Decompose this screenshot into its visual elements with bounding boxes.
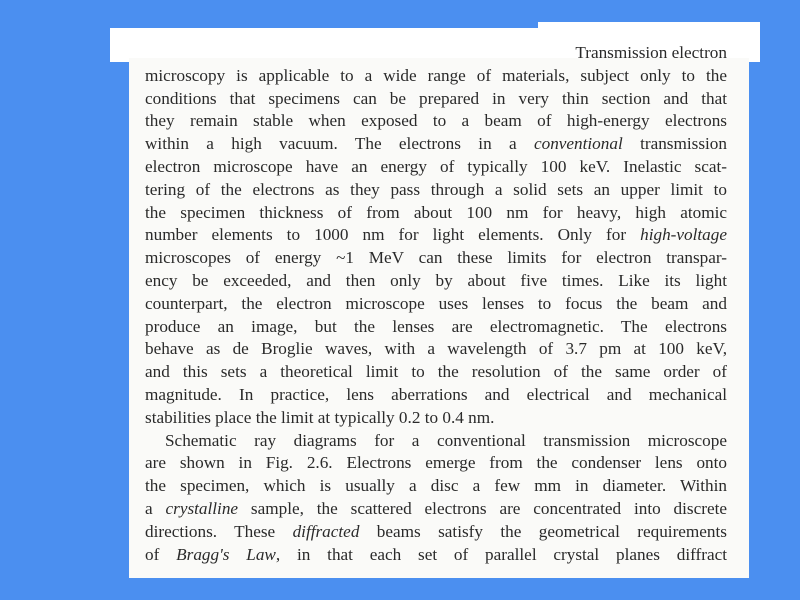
text-line: stabilities place the limit at typically 0.2 to 0.4 nm.: [145, 407, 495, 427]
text-line: conditions that specimens can be prepared in very thin section and that: [145, 88, 727, 108]
text-line: Transmission electron: [575, 43, 727, 62]
text-line: [145, 544, 727, 567]
text-run: number elements to 1000 nm for light elements. Only for: [145, 225, 641, 245]
text-line: the specimen, which is usually a disc a few mm in diameter. Within: [145, 476, 727, 496]
italic-term: conventional: [533, 134, 623, 154]
text-line: magnitude. In practice, lens aberrations and electrical and mechanical: [145, 384, 727, 404]
text-line: counterpart, the electron microscope uses lenses to focus the beam and: [145, 293, 727, 313]
italic-term: high-voltage: [640, 225, 727, 245]
text-line: produce an image, but the lenses are electromagnetic. The electrons: [145, 316, 727, 336]
text-line: microscopy is applicable to a wide range of materials, subject only to the: [145, 65, 727, 85]
text-run: transmission: [622, 134, 727, 154]
italic-term: diffracted: [292, 521, 360, 541]
text-line: tering of the electrons as they pass through a solid sets an upper limit to: [145, 179, 727, 199]
text-line: behave as de Broglie waves, with a wavelength of 3.7 pm at 100 keV,: [145, 339, 727, 359]
text-run: beams satisfy the geometrical requirements: [359, 521, 727, 541]
text-line: [145, 133, 727, 156]
text-run: within a high vacuum. The electrons in a: [145, 134, 534, 154]
text-run: directions. These: [145, 521, 293, 541]
text-line: and this sets a theoretical limit to the resolution of the same order of: [145, 362, 727, 382]
text-line: ency be exceeded, and then only by about five times. Like its light: [145, 270, 727, 290]
text-run: , in that each set of parallel crystal planes diffract: [275, 544, 727, 564]
italic-term: crystalline: [165, 498, 239, 518]
text-line: they remain stable when exposed to a beam of high-energy electrons: [145, 111, 727, 131]
text-line: Schematic ray diagrams for a conventional transmission microscope: [165, 430, 727, 450]
text-line: [145, 521, 727, 544]
text-run: sample, the scattered electrons are concentrated into discrete: [238, 498, 727, 518]
document-text: [145, 42, 727, 566]
text-run: a: [145, 498, 166, 518]
text-run: of: [145, 544, 177, 564]
italic-term: Bragg's Law: [176, 544, 276, 564]
text-line: are shown in Fig. 2.6. Electrons emerge from the condenser lens onto: [145, 453, 727, 473]
text-line: [145, 224, 727, 247]
text-line: microscopes of energy ~1 MeV can these limits for electron transpar-: [145, 248, 727, 268]
text-line: electron microscope have an energy of typically 100 keV. Inelastic scat-: [145, 156, 727, 176]
text-line: the specimen thickness of from about 100 nm for heavy, high atomic: [145, 202, 727, 222]
text-line: [145, 498, 727, 521]
